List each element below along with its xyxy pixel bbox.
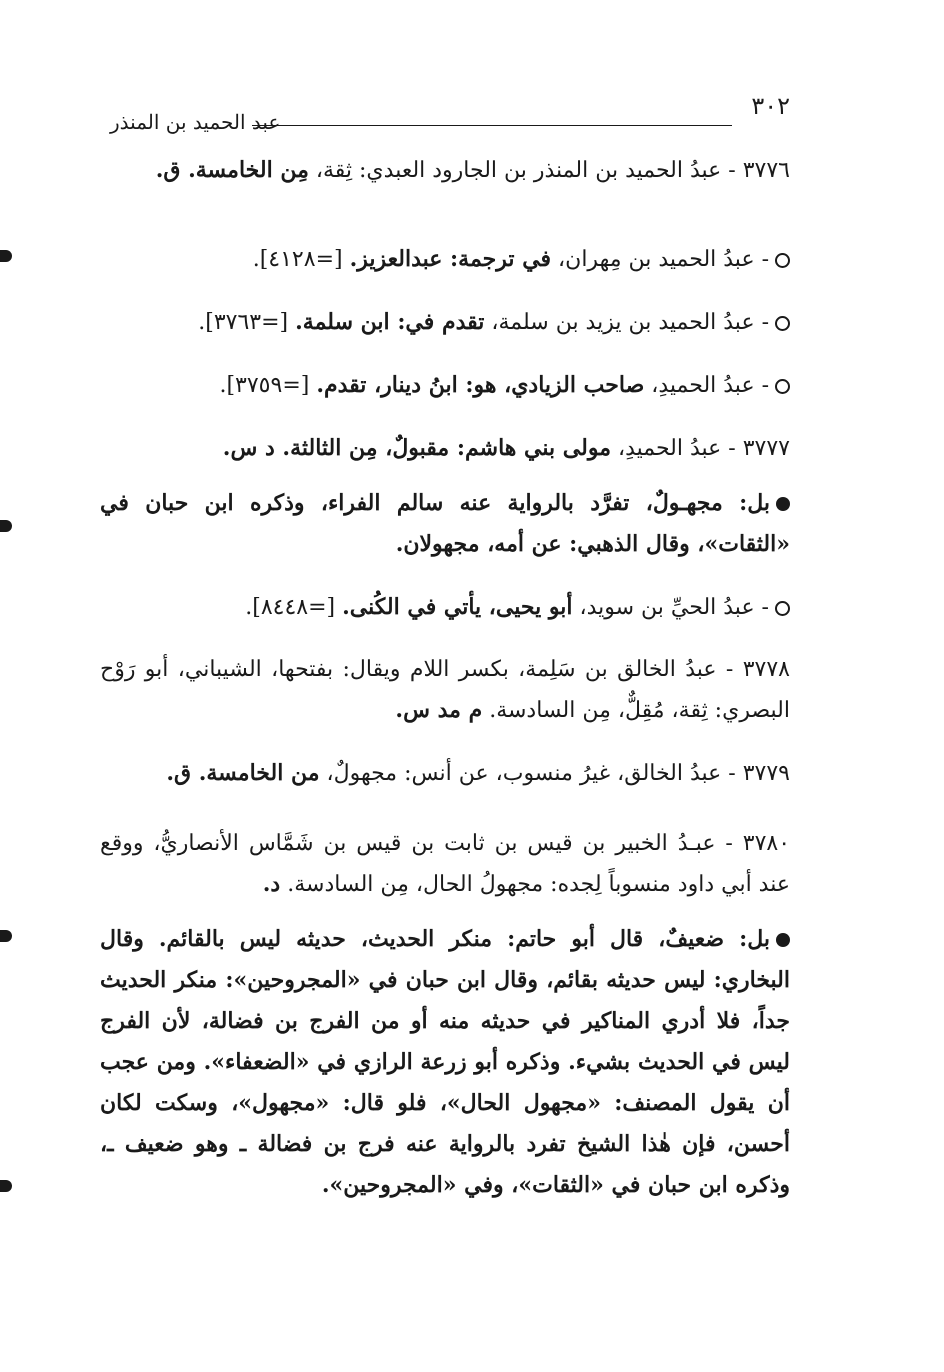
filled-circle-icon <box>776 933 790 947</box>
entry-text: عبدُ الخالق، غيرُ منسوب، عن أنس: مجهولٌ، <box>319 761 722 786</box>
entry-text: - عبدُ الحيِّ بن سويد، <box>572 595 769 620</box>
entry-bold-text: د. <box>262 871 281 897</box>
entry-bold-text: في ترجمة: عبدالعزيز. <box>349 246 552 272</box>
cross-reference-entry <box>100 302 790 343</box>
entry-text: - عبدُ الحميدِ، <box>644 373 769 398</box>
entry-reference: [=٨٤٤٨]. <box>245 595 343 620</box>
entry-text: عبدُ الحميد بن المنذر بن الجارود العبدي: ثِقة، <box>308 158 722 183</box>
entry-number: ٣٧٧٨ - <box>716 657 790 682</box>
entry-bold-text: أبو يحيى، يأتي في الكُنى. <box>342 594 573 620</box>
entries-body <box>100 150 790 1228</box>
entry-bold-text: صاحب الزيادي، هو: ابنُ دينار، تقدم. <box>316 372 645 398</box>
edge-mark <box>0 520 12 532</box>
entry-3776 <box>100 150 790 191</box>
entry-text: عبدُ الخالق بن سَلِمة، بكسر اللام ويقال: بفتحها، الشيباني، أبو رَوْح البصري: ثِقة، مُقِلٌّ، مِن السادسة. <box>100 657 790 723</box>
edge-mark <box>0 930 12 942</box>
entry-reference: [=٤١٢٨]. <box>252 247 350 272</box>
commentary-entry <box>100 483 790 565</box>
cross-reference-entry <box>100 365 790 406</box>
entry-number: ٣٧٧٦ - <box>721 158 790 183</box>
entry-text: عبدُ الحميدِ، <box>610 436 722 461</box>
entry-bold-text: تقدم في: ابن سلمة. <box>295 309 485 335</box>
open-circle-icon <box>775 316 790 331</box>
entry-bold-text: مِن الخامسة. ق. <box>155 157 309 183</box>
page-number: ٣٠٢ <box>751 92 790 120</box>
entry-bold-text: مولى بني هاشم: مقبولٌ، مِن الثالثة. د س. <box>222 435 611 461</box>
entry-bold-text: من الخامسة. ق. <box>166 760 320 786</box>
open-circle-icon <box>775 601 790 616</box>
filled-circle-icon <box>776 497 790 511</box>
open-circle-icon <box>775 379 790 394</box>
page-header <box>110 92 790 132</box>
entry-number: ٣٧٧٧ - <box>721 436 790 461</box>
entry-3780 <box>100 824 790 905</box>
open-circle-icon <box>775 253 790 268</box>
entry-text: عبـدُ الخبير بن قيس بن ثابت بن قيس بن شَمَّاس الأنصاريُّ، ووقع عند أبي داود منسوباً لِجده: مجهولُ الحال، مِن السادسة. <box>100 831 790 897</box>
commentary-text: بل: ضعيفٌ، قال أبو حاتم: منكر الحديث، حديثه ليس بالقائم. وقال البخاري: ليس حديثه بقائم، وقال ابن حبان في «المجروحين»: منكر الحديث جداً، فلا أدري المناكير في حديثه منه أو من الفرج بن فضالة، لأن الفرج ليس في الحديث بشيء. وذكره أبو زرعة الرازي في «الضعفاء». ومن عجب أن يقول المصنف: «مجهول الحال»، فلو قال: «مجهول»، وسكت لكان أحسن، فإن هٰذا الشيخ تفرد بالرواية عنه فرج بن فضالة ـ وهو ضعيف ـ، وذكره ابن حبان في «الثقات»، وفي «المجروحين». <box>100 926 790 1198</box>
running-title: عبد الحميد بن المنذر <box>110 110 281 134</box>
entry-number: ٣٧٧٩ - <box>721 761 790 786</box>
entry-reference: [=٣٧٥٩]. <box>219 373 317 398</box>
entry-3778 <box>100 650 790 731</box>
cross-reference-entry <box>100 239 790 280</box>
commentary-text: بل: مجهـولٌ، تفرَّد بالرواية عنه سالم الفراء، وذكره ابن حبان في «الثقات»، وقال الذهبي: عن أمه، مجهولان. <box>100 490 790 557</box>
cross-reference-entry <box>100 587 790 628</box>
header-rule <box>252 125 732 126</box>
commentary-entry <box>100 919 790 1206</box>
entry-number: ٣٧٨٠ - <box>715 831 791 856</box>
edge-mark <box>0 250 12 262</box>
entry-3777 <box>100 428 790 469</box>
entry-bold-text: م مد س. <box>395 697 483 723</box>
edge-mark <box>0 1180 12 1192</box>
entry-text: - عبدُ الحميد بن يزيد بن سلمة، <box>484 310 769 335</box>
entry-3779 <box>100 753 790 794</box>
entry-text: - عبدُ الحميد بن مِهران، <box>551 247 769 272</box>
entry-reference: [=٣٧٦٣]. <box>198 310 296 335</box>
